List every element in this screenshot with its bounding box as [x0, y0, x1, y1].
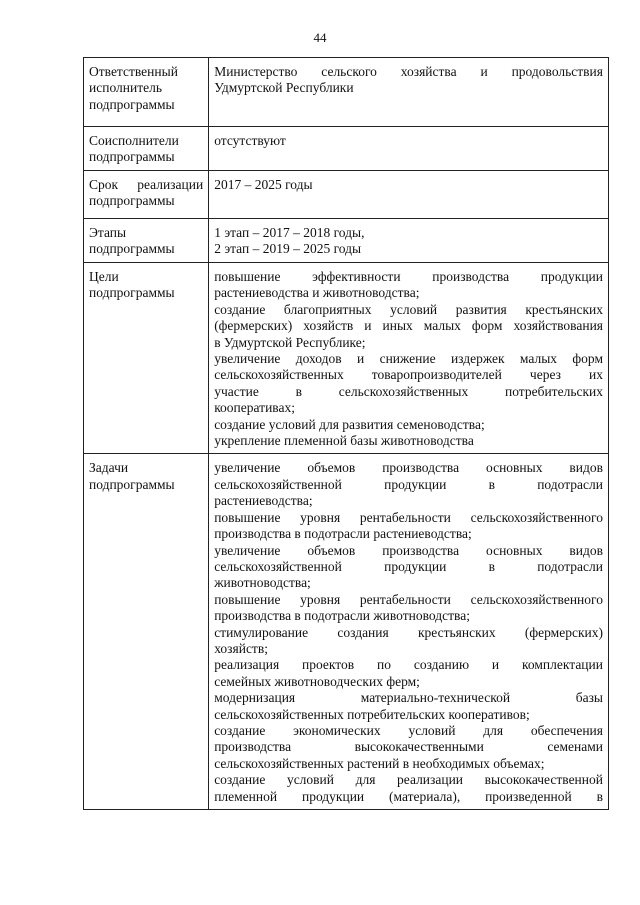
- row-value-line: повышение уровня рентабельности сельскохозяйственного: [214, 509, 603, 525]
- row-value-line: увеличение доходов и снижение издержек малых форм: [214, 351, 603, 367]
- row-tasks: [84, 454, 609, 810]
- row-value-line: семейных животноводческих ферм;: [214, 673, 420, 689]
- row-label-line: Цели: [89, 269, 119, 284]
- row-value-line: животноводства;: [214, 575, 311, 591]
- row-value-line: 2 этап – 2019 – 2025 годы: [214, 241, 362, 257]
- row-label-line: подпрограммы: [89, 476, 175, 492]
- row-label-line: Этапы: [89, 225, 127, 240]
- row-label-line: Срок реализации: [89, 177, 204, 192]
- row-value-line: увеличение объемов производства основных видов: [214, 542, 603, 558]
- table-body: [84, 58, 609, 810]
- row-value-line: племенной продукции (материала), произведенной в: [214, 788, 603, 804]
- row-value-line: отсутствуют: [214, 133, 286, 148]
- row-label-line: подпрограммы: [89, 285, 175, 301]
- row-value-line: Удмуртской Республики: [214, 80, 354, 96]
- row-stages: [84, 219, 609, 263]
- subprogram-passport-table: [83, 57, 609, 810]
- row-value-line: модернизация материально-технической базы: [214, 690, 603, 706]
- row-value-cell: [209, 454, 609, 810]
- row-label-cell: [84, 58, 209, 127]
- row-label-line: подпрограммы: [89, 96, 175, 112]
- row-value-line: сельскохозяйственных потребительских кооперативов;: [214, 706, 530, 722]
- row-label-line: Задачи: [89, 460, 129, 476]
- row-value-line: стимулирование создания крестьянских (фермерских): [214, 624, 603, 640]
- row-value-line: сельскохозяйственной продукции в подотрасли: [214, 558, 603, 574]
- row-label-cell: [84, 127, 209, 171]
- row-value-line: 2017 – 2025 годы: [214, 177, 313, 192]
- row-label-line: подпрограммы: [89, 193, 175, 209]
- row-value-line: хозяйств;: [214, 640, 268, 656]
- row-value-cell: [209, 263, 609, 454]
- row-label-cell: [84, 454, 209, 810]
- page-number: 44: [313, 30, 327, 45]
- row-value-line: создание благоприятных условий развития крестьянских: [214, 301, 603, 317]
- row-value-line: повышение эффективности производства продукции: [214, 269, 603, 284]
- row-label-cell: [84, 219, 209, 263]
- row-value-line: растениеводства;: [214, 493, 313, 509]
- row-value-cell: [209, 127, 609, 171]
- row-value-line: (фермерских) хозяйств и иных малых форм хозяйствования: [214, 318, 603, 334]
- row-value-line: укрепление племенной базы животноводства: [214, 433, 474, 449]
- row-value-line: в Удмуртской Республике;: [214, 334, 366, 350]
- row-value-line: создание условий для развития семеноводства;: [214, 416, 485, 432]
- row-value-line: производства в подотрасли растениеводства;: [214, 526, 472, 542]
- row-value-line: создание условий для реализации высококачественной: [214, 772, 603, 788]
- row-label-line: Соисполнители: [89, 133, 179, 148]
- row-responsible: [84, 58, 609, 127]
- row-value-line: участие в сельскохозяйственных потребительских: [214, 383, 603, 399]
- row-label-line: Ответственный: [89, 64, 178, 79]
- row-value-cell: [209, 219, 609, 263]
- row-term: [84, 171, 609, 219]
- row-value-line: производства высококачественными семенами: [214, 739, 603, 755]
- row-value-line: повышение уровня рентабельности сельскохозяйственного: [214, 591, 603, 607]
- row-value-line: Министерство сельского хозяйства и продовольствия: [214, 64, 603, 79]
- row-value-line: реализация проектов по созданию и комплектации: [214, 657, 603, 673]
- row-goals: [84, 263, 609, 454]
- row-value-line: сельскохозяйственных растений в необходимых объемах;: [214, 755, 545, 771]
- row-value-line: производства в подотрасли животноводства;: [214, 608, 470, 624]
- row-label-line: подпрограммы: [89, 149, 175, 165]
- row-label-cell: [84, 263, 209, 454]
- row-value-line: увеличение объемов производства основных видов: [214, 460, 603, 476]
- row-value-cell: [209, 58, 609, 127]
- row-value-cell: [209, 171, 609, 219]
- row-co-executors: [84, 127, 609, 171]
- row-value-line: кооперативах;: [214, 400, 295, 416]
- row-label-cell: [84, 171, 209, 219]
- row-value-line: создание экономических условий для обеспечения: [214, 722, 603, 738]
- row-label-line: исполнитель: [89, 80, 162, 96]
- row-value-line: сельскохозяйственных товаропроизводителей через их: [214, 367, 603, 383]
- row-value-line: 1 этап – 2017 – 2018 годы,: [214, 225, 365, 240]
- row-value-line: растениеводства и животноводства;: [214, 285, 420, 301]
- row-value-line: сельскохозяйственной продукции в подотрасли: [214, 476, 603, 492]
- row-label-line: подпрограммы: [89, 241, 175, 257]
